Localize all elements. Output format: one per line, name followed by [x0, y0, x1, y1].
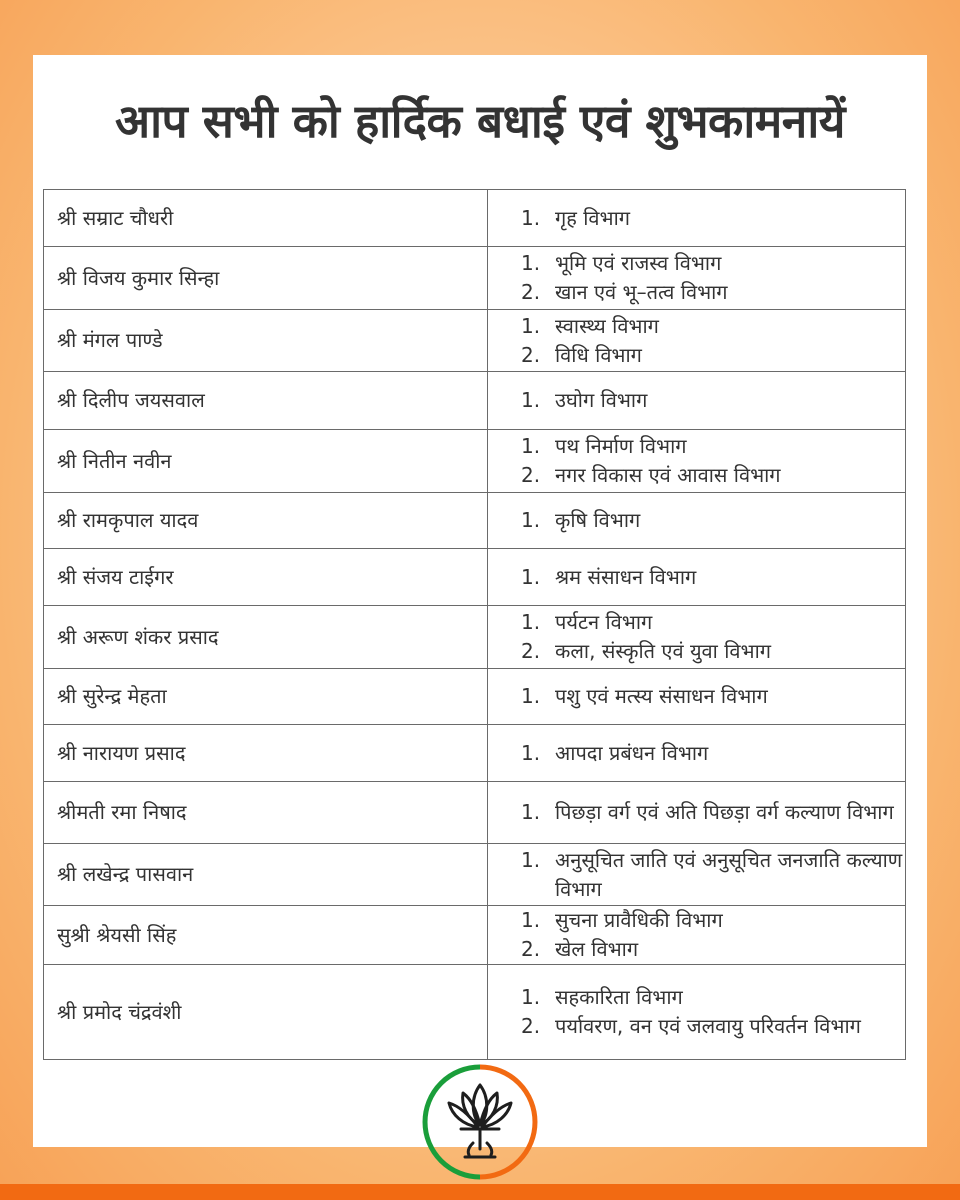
table-row: [44, 190, 906, 247]
table-row: [44, 247, 906, 310]
department-number: 1.: [521, 684, 541, 708]
department-number: 1.: [521, 740, 541, 765]
minister-name: श्री संजय टाईगर: [44, 549, 488, 606]
table-row: [44, 965, 906, 1060]
department-list: [488, 549, 906, 606]
department-name: भूमि एवं राजस्व विभाग: [555, 251, 722, 275]
department-list: [488, 965, 906, 1060]
department-list: [488, 782, 906, 844]
department-number: 2.: [521, 463, 541, 487]
department-item: [521, 386, 905, 415]
department-name: उघोग विभाग: [555, 388, 648, 412]
department-number: 1.: [521, 388, 541, 412]
department-name: खान एवं भू–तत्व विभाग: [555, 280, 728, 304]
department-list: [488, 190, 906, 247]
lotus-logo: [421, 1063, 539, 1181]
table-row: [44, 606, 906, 669]
department-name: पशु एवं मत्स्य संसाधन विभाग: [555, 684, 768, 708]
department-name: खेल विभाग: [555, 937, 639, 961]
ministers-table: [43, 189, 906, 1060]
department-name: आपदा प्रबंधन विभाग: [555, 740, 709, 765]
department-name: सहकारिता विभाग: [555, 985, 683, 1009]
minister-name: श्रीमती रमा निषाद: [44, 782, 488, 844]
department-number: 1.: [521, 564, 541, 589]
department-number: 1.: [521, 610, 541, 634]
department-number: 1.: [521, 205, 541, 230]
department-number: 1.: [521, 313, 541, 338]
department-name: विधि विभाग: [555, 342, 642, 367]
department-item: [521, 312, 905, 341]
table-row: [44, 430, 906, 493]
logo-ring-orange: [480, 1067, 535, 1177]
department-item: [521, 278, 905, 307]
department-number: 2.: [521, 937, 541, 961]
department-item: [521, 798, 905, 827]
department-name: पिछड़ा वर्ग एवं अति पिछड़ा वर्ग कल्याण विभाग: [555, 800, 894, 824]
department-list: [488, 372, 906, 430]
content-card: [33, 55, 927, 1147]
department-name: नगर विकास एवं आवास विभाग: [555, 463, 781, 487]
department-item: [521, 1012, 905, 1041]
department-number: 1.: [521, 434, 541, 458]
minister-name: श्री सुरेन्द्र मेहता: [44, 669, 488, 725]
department-list: [488, 725, 906, 782]
department-number: 2.: [521, 639, 541, 663]
ministers-table-body: [44, 190, 906, 1060]
minister-name: श्री दिलीप जयसवाल: [44, 372, 488, 430]
department-item: [521, 432, 905, 461]
table-row: [44, 493, 906, 549]
department-name: स्वास्थ्य विभाग: [555, 313, 659, 338]
department-list: [488, 844, 906, 906]
lotus-icon: [449, 1085, 511, 1157]
table-row: [44, 844, 906, 906]
department-list: [488, 906, 906, 965]
minister-name: श्री मंगल पाण्डे: [44, 310, 488, 372]
department-name: पर्यावरण, वन एवं जलवायु परिवर्तन विभाग: [555, 1014, 861, 1038]
department-item: [521, 563, 905, 592]
minister-name: श्री विजय कुमार सिन्हा: [44, 247, 488, 310]
department-item: [521, 739, 905, 768]
department-item: [521, 846, 905, 904]
department-item: [521, 983, 905, 1012]
minister-name: श्री सम्राट चौधरी: [44, 190, 488, 247]
table-row: [44, 669, 906, 725]
department-list: [488, 606, 906, 669]
department-item: [521, 204, 905, 233]
department-list: [488, 310, 906, 372]
department-number: 1.: [521, 508, 541, 532]
department-number: 1.: [521, 800, 541, 824]
department-number: 1.: [521, 908, 541, 932]
department-list: [488, 247, 906, 310]
department-number: 1.: [521, 985, 541, 1009]
department-name: श्रम संसाधन विभाग: [555, 564, 697, 589]
department-name: अनुसूचित जाति एवं अनुसूचित जनजाति कल्याण विभाग: [555, 847, 903, 901]
department-list: [488, 493, 906, 549]
department-item: [521, 935, 905, 964]
table-row: [44, 549, 906, 606]
department-name: गृह विभाग: [555, 205, 631, 230]
minister-name: श्री प्रमोद चंद्रवंशी: [44, 965, 488, 1060]
department-number: 1.: [521, 847, 541, 872]
minister-name: श्री अरूण शंकर प्रसाद: [44, 606, 488, 669]
minister-name: श्री लखेन्द्र पासवान: [44, 844, 488, 906]
minister-name: सुश्री श्रेयसी सिंह: [44, 906, 488, 965]
logo-ring-green: [425, 1067, 480, 1177]
minister-name: श्री रामकृपाल यादव: [44, 493, 488, 549]
department-number: 1.: [521, 251, 541, 275]
department-item: [521, 637, 905, 666]
table-row: [44, 725, 906, 782]
table-row: [44, 372, 906, 430]
department-item: [521, 608, 905, 637]
department-number: 2.: [521, 342, 541, 367]
table-row: [44, 906, 906, 965]
department-name: कृषि विभाग: [555, 508, 641, 532]
department-number: 2.: [521, 280, 541, 304]
department-list: [488, 430, 906, 493]
table-row: [44, 782, 906, 844]
bottom-orange-stripe: [0, 1184, 960, 1200]
department-list: [488, 669, 906, 725]
department-item: [521, 249, 905, 278]
department-number: 2.: [521, 1014, 541, 1038]
department-item: [521, 682, 905, 711]
minister-name: श्री नारायण प्रसाद: [44, 725, 488, 782]
department-name: पथ निर्माण विभाग: [555, 434, 687, 458]
department-item: [521, 506, 905, 535]
department-item: [521, 341, 905, 370]
minister-name: श्री नितीन नवीन: [44, 430, 488, 493]
page-title: आप सभी को हार्दिक बधाई एवं शुभकामनायें: [115, 94, 845, 148]
table-row: [44, 310, 906, 372]
department-item: [521, 906, 905, 935]
department-item: [521, 461, 905, 490]
department-name: पर्यटन विभाग: [555, 610, 653, 634]
department-name: कला, संस्कृति एवं युवा विभाग: [555, 639, 772, 663]
department-name: सुचना प्रावैधिकी विभाग: [555, 908, 723, 932]
